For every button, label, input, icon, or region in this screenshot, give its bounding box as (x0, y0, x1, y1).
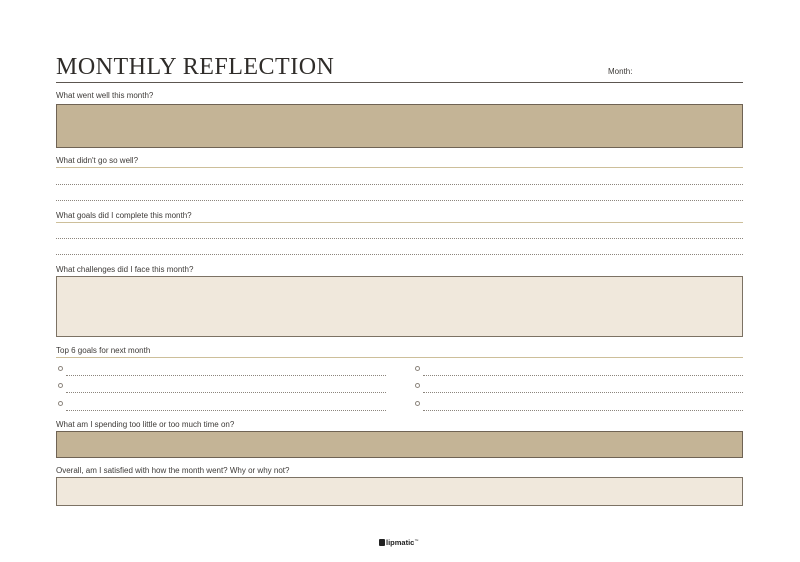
challenges-box[interactable] (56, 276, 743, 337)
page-title: MONTHLY REFLECTION (56, 54, 335, 80)
goals-completed-rule (56, 222, 743, 223)
goal-line-6[interactable] (423, 410, 743, 411)
goal-line-2[interactable] (66, 392, 386, 393)
goal-line-4[interactable] (423, 375, 743, 376)
challenges-label: What challenges did I face this month? (56, 265, 194, 274)
clipmatic-logo-icon (379, 539, 385, 546)
time-spending-box[interactable] (56, 431, 743, 458)
didnt-go-well-line-2[interactable] (56, 200, 743, 201)
goal-checkbox-5[interactable] (415, 383, 420, 388)
goals-completed-line-1[interactable] (56, 238, 743, 239)
title-divider (56, 82, 743, 83)
goal-checkbox-1[interactable] (58, 366, 63, 371)
goal-line-3[interactable] (66, 410, 386, 411)
brand-name: lipmatic (386, 538, 415, 547)
goals-completed-label: What goals did I complete this month? (56, 211, 192, 220)
didnt-go-well-rule (56, 167, 743, 168)
goal-checkbox-6[interactable] (415, 401, 420, 406)
goal-checkbox-4[interactable] (415, 366, 420, 371)
went-well-label: What went well this month? (56, 91, 154, 100)
goals-completed-line-2[interactable] (56, 254, 743, 255)
goal-line-5[interactable] (423, 392, 743, 393)
satisfaction-box[interactable] (56, 477, 743, 506)
top-goals-rule (56, 357, 743, 358)
didnt-go-well-line-1[interactable] (56, 184, 743, 185)
satisfaction-label: Overall, am I satisfied with how the month went? Why or why not? (56, 466, 290, 475)
goal-checkbox-2[interactable] (58, 383, 63, 388)
brand-logo: lipmatic™ (379, 539, 418, 547)
goal-checkbox-3[interactable] (58, 401, 63, 406)
went-well-box[interactable] (56, 104, 743, 148)
time-spending-label: What am I spending too little or too much time on? (56, 420, 235, 429)
month-label: Month: (608, 67, 633, 76)
goal-line-1[interactable] (66, 375, 386, 376)
didnt-go-well-label: What didn't go so well? (56, 156, 139, 165)
top-goals-label: Top 6 goals for next month (56, 346, 151, 355)
